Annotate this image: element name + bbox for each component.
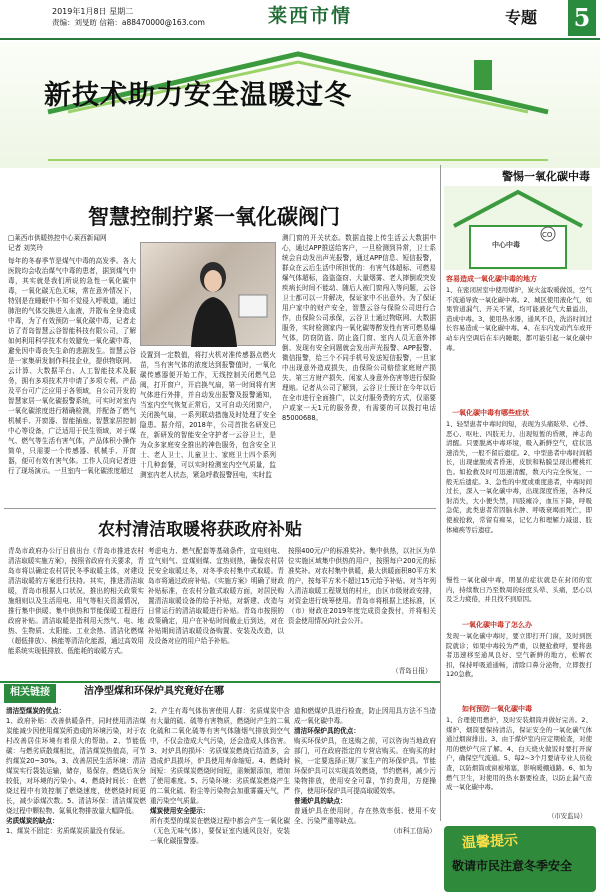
ad-subline: 敬请市民注意冬季安全 [452,859,573,873]
article2-col2: 考虑电力、燃气配套等基础条件，宜电则电、宜气则气、宜煤则煤、宜热则热，确保农村居民安全取暖过冬，对冬季农村集中式取暖。青岛市将通过政府补贴。《实施方案》明确了财政补贴标准，在农村分散式取暖方面，对居民购置清洁取暖设备的给予补贴，对新建、改造与日常运行的清洁取暖进行补贴。青岛市按照的政策确定，用户在补贴时间截止后到达，对在补贴期间清洁取暖设备购置、安装及改造，以及设备对应的用户给予补贴。 [148,547,284,645]
person-photo-icon [141,243,277,347]
link-text-ordinary-stove: 普通炉具在使用时，存在热效率低、使用不安全、污染严重等缺点。 [294,807,436,825]
related-link-tag: 相关链接 [4,684,56,703]
ad-headline: 温馨提示 [461,832,519,852]
paper-logo: 莱西市情 [268,5,353,27]
sidebar-text-chronic: 慢性一氧化碳中毒，明显的症状就是在封闭的室内，持续数日乃至数周的轻度头晕、头痛，恶心以及乏力疲倦，并且找不到原因。 [446,576,592,604]
article1-byline-source: □莱西市供暖热控中心莱西新闻网 [8,234,107,242]
article1-col1: 每年的冬春季节是煤气中毒的高发季。各大医院均会收治煤气中毒的患者，据到煤气中毒，其实就是我们所说的急性一氧化碳中毒，一氧化碳无色无味，常在意外情况下，特别是在睡眠中不知不觉侵入呼吸道，通过肺泡的气体交换进入血液，并散布全身造成中毒，为了有效预防一氧化碳中毒，记者走访了青岛智慧云谷智能科技有限公司，了解如何利用科学技术有效避免一氧化碳中毒，避免因中毒丧失生命的悲剧发生。智慧云谷是一家集研发制作科技企业，提供物联网、云计算、大数据平台、人工智能技术及服务，拥有多项技术并申请了多项专利。产品及平台可广泛应用于各领域，自公司开发的智慧家居一氧化碳报警系统，可实时对室内一氧化碳浓度进行精确检测，并配备了燃气机械手、开窗器、智能插座、智慧家居控制中心等设备，广泛适用于民生领域，对于煤气、燃气等生活有害气体，产品体积小操作简单，只需要一个传感器、机械手、开窗器，便可有效有害气体。工作人员向记者进行了现场演示。一旦室内一氧化碳浓度超过 [8,257,136,475]
banner-title: 新技术助力安全温暖过冬 [44,80,352,111]
sidebar-source: （市安监局） [548,812,587,820]
article1-col2: 设置到一定数值，将打火机对准传感器点燃火苗，当有害气体的浓度达到报警值时，一氧化碳传感器便开始工作，无线控制关闭燃气总阀，打开窗户，开启换气扇，第一时间将有害气体进行外排，并自动发出报警及报警通知，当室内空气恢复正常后，又可自动关闭窗户，关闭换气扇，一系列联动措施及时处理了安全隐患。据介绍，2018年，公司首批名研发已在，新研发的智能安全守护者一云谷卫士，是为众多家庭安全推出的神色服务，包含安全卫士、老人卫士、儿童卫士、家庭卫士四个系列十几种套餐，可以实时检测室内空气质量，监测室内老人状态，紧急呼救报警回电，实时监 [140,351,276,479]
svg-text:CO: CO [542,231,553,239]
article2-title: 农村清洁取暖将获政府补贴 [98,520,302,540]
article1-title: 智慧控制拧紧一氧化碳阀门 [88,204,340,229]
issue-date: 2019年1月8日 星期二 [52,7,134,16]
section-name: 专题 [505,8,538,27]
article2-col1: 青岛市政府办公厅日前出台《青岛市推进农村清洁取暖实施方案》，按照省政府有关要求，青岛市将以确定农村居民冬季取暖主体，对建设清洁取暖的方案进行扶持。其实，推进清洁取暖，青岛市根据人口状况，推出的相关政策实施细则以及生活用电、用气等相关资源情况，推行集中供暖、集中供热和节能保暖工程进行政府补贴。清洁取暖是指利用天然气、电、地热、生物质、太阳能、工业余热、清洁化燃煤（超低排放）、核能等清洁化能源，通过高效用能系统实现低排放、低能耗的取暖方式。 [8,547,144,655]
sidebar-text-response: 发现一氧化碳中毒时，要立即打开门窗，及时到医院就诊；如果中毒较为严重，以便抢救呼，要将患者迅速移至通风良好、空气新鲜的地方，松解衣扣，保持呼吸道通畅，清除口鼻分泌物，立即拨打120急救。 [446,632,592,679]
sidebar-text-prevention: 1、合理使用燃炉，及时安装烟筒并做好完善。2、煤炉、烟筒要保持清洁，保证安全的一氧化碳气体通过烟窗排出。3、由于煤炉室内应定期检查，对使用的燃炉气应了解。4、白天烧火做饭时要打开窗户，确保空气流通。5、每2~3个月要请专业人员检查，以防烟筒或窗被堵塞，影响暖棚通路。6、如为燃气卫生，对使用的热水器要检查，以防止漏气造成一氧化碳中毒。 [446,716,592,792]
link-text-clean-coal: 1、政府补贴：改善供暖条件，同时使用清洁煤炭能减少因使用煤炭所造成的环境污染，对于农村改善居住环境有着很大的帮助。2、节能低碳：与燃劣质散煤相比，清洁煤炭热值高，可节约煤炭20~30%。3、改善居民生活环境：清洁煤炭实行袋装运输，储存，易保存，燃烧后灰分较低，对环境的污染小。4、燃烧时间长：在燃烧过程中有效控制了燃烧速度，使燃烧时间更长，减少添煤次数。5、清洁环保：清洁煤炭燃烧过程中颗粒物、氮氧化物排放量大幅降低。 [6,717,146,815]
link-heading-safety: 煤炭使用安全提示： [150,807,210,815]
sidebar-heading-prevention: 如何预防一氧化碳中毒 [462,705,532,713]
editor-info: 责编：刘旻昉 信箱：a88470000@163.com [52,18,205,27]
article2-source: （青岛日报） [392,667,432,675]
article1-col3: 测门窗的开关状态。数据直接上传生活云大数据中心，通过APP推送给客户，一旦检测到异常，卫士系统会自动发出声光报警，通过APP信息、短信报警，群众在云后生活中所担忧的：有害气体超标、可燃易爆气体超标，盗盗盗窃、大量烟雾、老人摔倒或突发疾病长时间不能动、随后人被门窗闯入等问题，云谷卫士都可以一并解决，保证家中不出意外。为了保证用户家中的财产安全，智慧云谷与保险公司进行合作，由保险公司承保，云谷卫士通过物联网、大数据服务，实时检测家内一氧化碳等醉发性有害可燃易爆气体，防窃防盗、防止盗门窗、室内人员无意外摔倒、发现有安全问题就会发出声光报警、APP报警、微信报警，给三个不同手机号发送短信报警，一旦家中出现意外造成损失，由保险公司赔偿家庭财产损失、第三方财产损失、闲家人身意外伤害等进行保险理赔。记者从公司了解到，云谷卫士预计在今年以后在全市进行全面推广，以支付服务费的方式，仅需要户或家一天1元的服务费，有需要的可以拨打电话85000688。 [282,234,436,422]
article1-byline-reporter: 记者 刘笑玲 [8,244,44,252]
co-house-icon [444,186,592,270]
sidebar-heading-response: 一氧化碳中毒了怎么办 [462,621,532,629]
page-number: 5 [568,0,596,36]
link-heading-eco-stove: 清洁环保炉具的优点： [294,727,360,735]
sidebar-text-places: 1、在密闭居室中使用煤炉，炭火盆取暖做饭，空气不流通导致一氧化碳中毒。2、城区使用液化气，如果管道漏气、开关不紧，均可能液化气大量溢出，造成中毒。3、使用热水器，通风不良，洗浴时间过长容易造成一氧化碳中毒。4、在车内发动汽车或开动车内空调后在车内睡眠，都可能引起一氧化碳中毒。 [446,286,592,352]
link-text-poor-coal-2: 2、产生有毒气体伤害使用人群：劣质煤炭中含有大量的硫、硫等有害物质，燃烧时产生的二氧化硫和二氧化硫等有害气体随烟气排放到空气中，不仅会造成大气污染，还会造成人体伤害。3、对炉具的损坏：劣质煤炭燃烧后结渣多，会造成炉具损坏，炉具使用寿命缩短。4、燃烧时间短：劣质煤炭燃烧时间短，需频繁添加，增加了使用难度。5、污染环境：劣质煤炭燃烧产生的二氧化硫、粉尘等污染物会加重雾霾天气，严重污染空气质量。 [150,707,290,805]
link-heading-poor-coal: 劣质煤炭的缺点： [6,817,59,825]
link-heading-clean-coal: 清洁型煤炭的优点： [6,707,66,715]
related-link-title: 洁净型煤和环保炉具究竟好在哪 [84,686,224,697]
sidebar-graphic-label: 中心中毒 [492,241,520,249]
sidebar-text-symptoms: 1、轻型患者中毒时间短，表现为头痛眩晕、心悸、恶心、呕吐、四肢无力、出现短暂的昏厥，神志尚清醒。只要脱离中毒环境，吸入新鲜空气，症状迅速消失，一般不留后遗症。2、中型患者中毒时间稍长，出现虚脱或者昏迷，皮肤和粘膜呈现出樱桃红色。如抢救及时可迅速清醒，数天内完全恢复，一般无后遗症。3、急性的中度或重度患者，中毒时间过长，深入一氧化碳中毒，出现深度昏迷，各种反射消失，大小便失禁，四肢瘫冷，血压下降，呼吸急促，此类患者常因脑水肿、呼吸衰竭而死亡，即使被抢救，常留有痴呆，记忆力和理解力减退、肢体瘫痪等后遗症。 [446,420,592,534]
link-source: （市科工信局） [389,827,436,835]
banner [0,42,600,168]
article1-photo [140,242,276,346]
sidebar-heading-symptoms: 一氧化碳中毒有哪些症状 [452,409,529,417]
sidebar-heading-places: 容易造成一氧化碳中毒的地方 [446,275,537,283]
link-heading-ordinary-stove: 普通炉具的缺点： [294,797,347,805]
article2-col3: 按照400元/户的标准奖补。集中供热，以社区为单位实施区域集中供热的用户，按照每户200元的标准奖补。对农村集中供暖，最大供暖面积80平方米的户，按每平方米不超过15元给予补贴。对当年列入清洁取暖工程规划的村庄，由区市级财政安排，对资金进行统筹使用。青岛市将根据上述标准，区（市）财政在2019年度完成资金拨付，并将相关资金使用情况向社会公开。 [288,547,436,625]
link-text-safety: 所有类型的煤炭在燃烧过程中都会产生一氧化碳（无色无味气体），要保证室内通风良好，安装一氧化碳报警器。 [150,817,290,845]
sidebar-graphic [444,186,592,270]
sidebar-title: 警惕一氧化碳中毒 [502,170,590,183]
link-text-poor-coal: 1、煤炭不固定：劣质煤炭质量没有保证。 [6,827,129,835]
link-text-eco-stove: 购买环保炉具，在选购之前，可以咨询当地政府部门，可在政府指定的专营店购买。在购买的时候，一定要选择正规厂家生产的环保炉具。节能环保炉具可以实现高效燃烧，节约燃料，减少污染物排放，使用安全可靠，节约费用，方便操作，使用环保炉具可提高取暖效率。 [294,737,436,795]
link-text-safety-2: 道和燃煤炉具进行检查，防止因用具方法不当造成一氧化碳中毒。 [294,707,436,725]
